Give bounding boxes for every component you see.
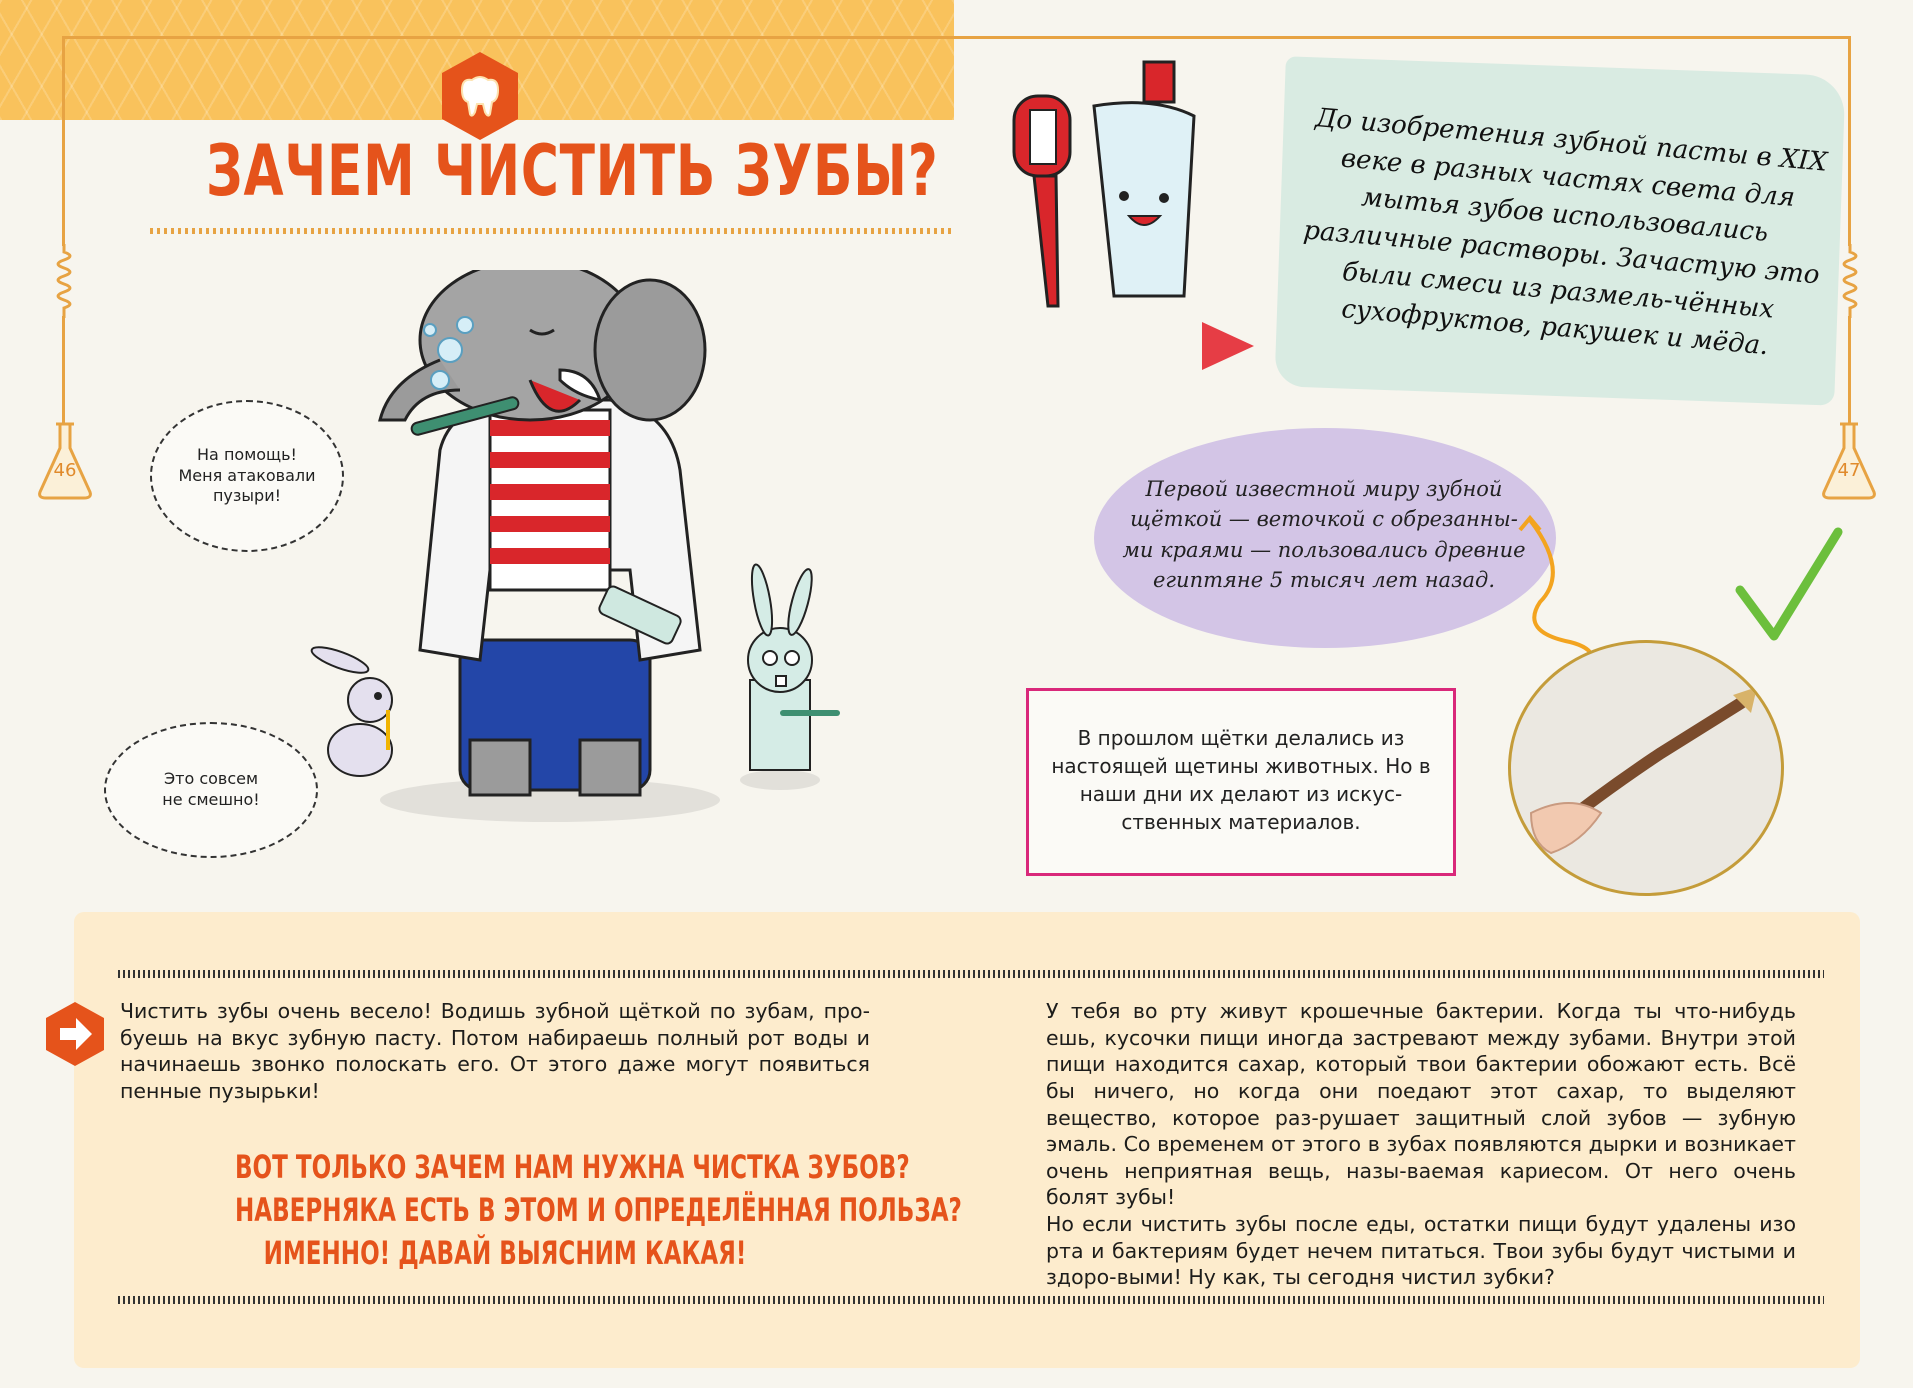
arrow-badge [44,1000,106,1068]
rabbit-speech-text: Это совсем не смешно! [162,769,260,809]
play-arrow-icon [1198,318,1258,374]
question-line-3: ИМЕННО! ДАВАЙ ВЫЯСНИМ КАКАЯ! [263,1234,747,1273]
checkmark-icon [1734,526,1844,646]
teeth-badge [438,50,522,142]
purple-note-text: Первой известной миру зубной щёткой — веточкой с обрезанны-ми краями — пользовались древние египтяне 5 тысяч лет назад. [1122,477,1526,593]
frame-top-line [62,36,1848,39]
rabbit-speech-bubble [104,722,318,858]
page-title: ЗАЧЕМ ЧИСТИТЬ ЗУБЫ? [206,130,939,212]
pink-note-text: В прошлом щётки делались из настоящей щетины животных. Но в наши дни их делают из искус-ственных материалов. [1051,726,1431,834]
small-rabbit-illustration [300,640,410,780]
twig-photo [1508,640,1784,896]
stitch-rule-top [118,970,1824,978]
page-number-left: 46 [53,460,77,481]
question-block [235,1146,962,1276]
rabbit-illustration [720,560,840,800]
elephant-speech-text: На помощь! Меня атаковали пузыри! [178,444,316,506]
frame-left-line-top [62,36,65,246]
left-spring-icon [50,244,78,318]
frame-left-line-mid [62,316,65,426]
elephant-speech-bubble [150,400,344,552]
right-spring-icon [1836,244,1864,318]
explanation-paragraph: У тебя во рту живут крошечные бактерии. Когда ты что-нибудь ешь, кусочки пищи иногда застревают между зубами. Внутри этой пищи находится сахар, который твои бактерии обожают есть. Всё бы ничего, но когда они поедают этот сахар, то выделяют вещество, которое раз-рушает защитный слой зубов — зубную эмаль. Со временем от этого в зубах появляются дырки и возникает очень неприятная вещь, назы-ваемая кариесом. От него очень болят зубы! Но если чистить зубы после еды, остатки пищи будут удалены изо рта и бактериям будет нечем питаться. Твои зубы будут чистыми и здоро-выми! Ну как, ты сегодня чистил зубки? [1046,999,1796,1290]
intro-paragraph: Чистить зубы очень весело! Водишь зубной щёткой по зубам, про-буешь на вкус зубную пасту. Потом набираешь полный рот воды и начинаешь звонко полоскать его. От этого даже могут появиться пенные пузырьки! [120,999,870,1103]
frame-right-line-top [1848,36,1851,246]
twig-brush-icon [1511,643,1781,893]
header-dotted-rule [150,228,954,234]
page-number-right: 47 [1837,460,1861,481]
stitch-rule-bottom [118,1296,1824,1304]
toothbrush-toothpaste-illustration [1004,56,1204,316]
question-line-1: ВОТ ТОЛЬКО ЗАЧЕМ НАМ НУЖНА ЧИСТКА ЗУБОВ? [235,1148,910,1186]
question-line-2: НАВЕРНЯКА ЕСТЬ В ЭТОМ И ОПРЕДЕЛЁННАЯ ПОЛЬЗА? [235,1191,962,1230]
frame-right-line-mid [1848,316,1851,426]
green-note-text: До изобретения зубной пасты в XIX веке в разных частях света для мытья зубов использовались различные растворы. Зачастую это были смеси из размель-чённых сухофруктов, ракушек и мёда. [1302,103,1829,362]
